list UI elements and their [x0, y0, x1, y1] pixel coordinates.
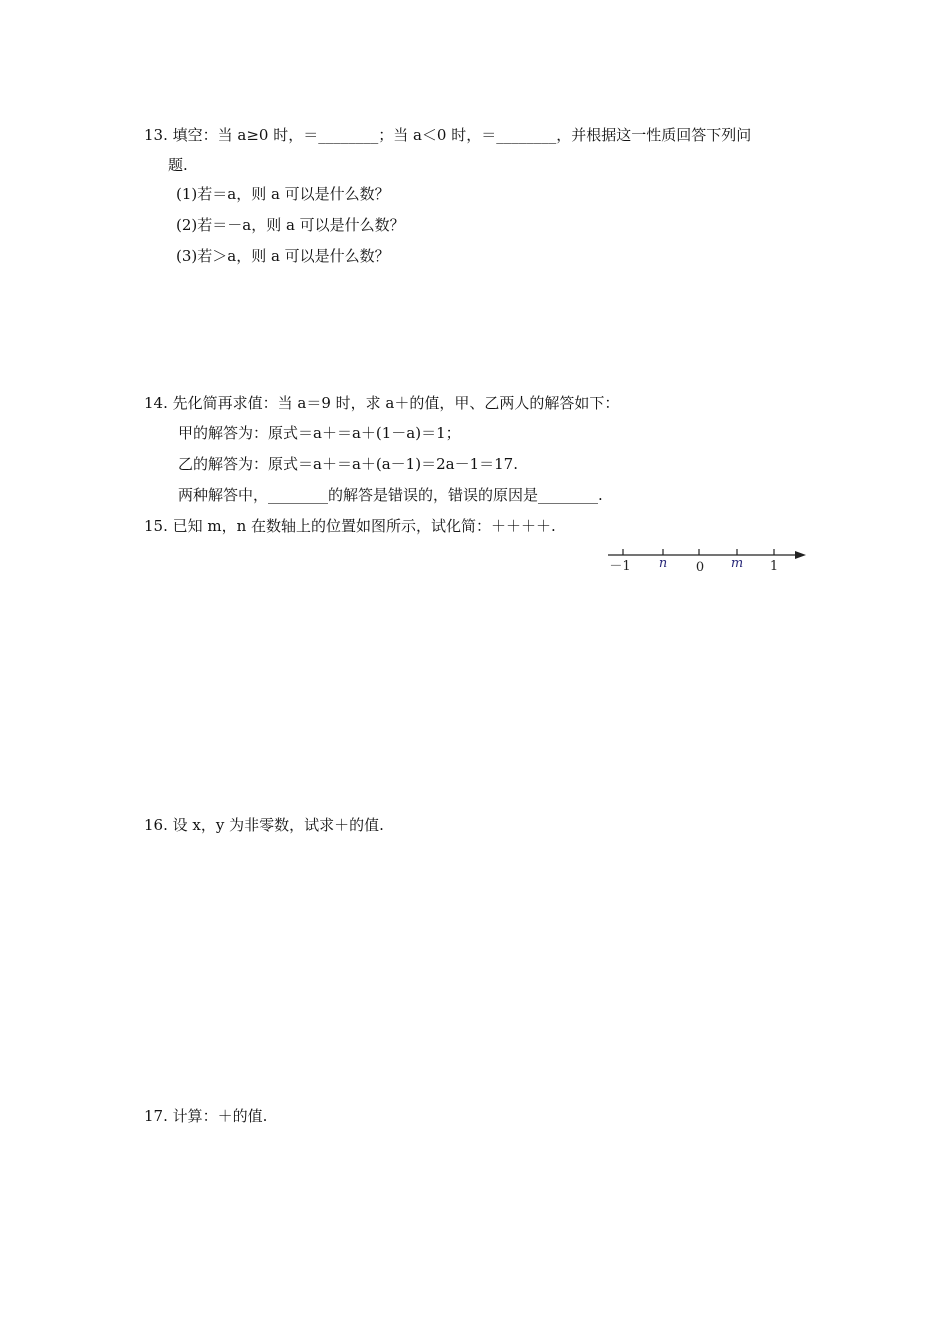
q13-subquestion-3: (3)若＞a，则 a 可以是什么数？	[176, 247, 390, 265]
number-line-arrow	[795, 551, 806, 559]
q13-subquestion-1: (1)若＝a，则 a 可以是什么数？	[176, 185, 390, 203]
q16-stem: 16. 设 x，y 为非零数，试求＋的值.	[144, 816, 384, 834]
q13-stem: 13. 填空：当 a≥0 时，＝________；当 a＜0 时，＝________，并根据这一性质回答下列问	[144, 126, 752, 144]
label-n: n	[658, 556, 668, 571]
q13-subquestion-2: (2)若＝－a，则 a 可以是什么数？	[176, 216, 405, 234]
q15-stem: 15. 已知 m，n 在数轴上的位置如图所示，试化简：＋＋＋＋.	[144, 517, 556, 535]
q14-stem: 14. 先化简再求值：当 a＝9 时，求 a＋的值，甲、乙两人的解答如下：	[144, 394, 620, 412]
q14-solution-jia: 甲的解答为：原式＝a＋＝a＋(1－a)＝1；	[178, 424, 461, 442]
label-m: m	[730, 556, 744, 571]
label-minus-one: －1	[609, 559, 631, 574]
number-line-figure	[606, 544, 808, 576]
label-zero: 0	[695, 560, 705, 575]
q17-stem: 17. 计算：＋的值.	[144, 1107, 268, 1125]
q13-stem-continued: 题.	[168, 156, 188, 174]
label-one: 1	[769, 559, 779, 574]
q14-fill-blank: 两种解答中，________的解答是错误的，错误的原因是________.	[178, 486, 603, 504]
q14-solution-yi: 乙的解答为：原式＝a＋＝a＋(a－1)＝2a－1＝17.	[178, 455, 518, 473]
